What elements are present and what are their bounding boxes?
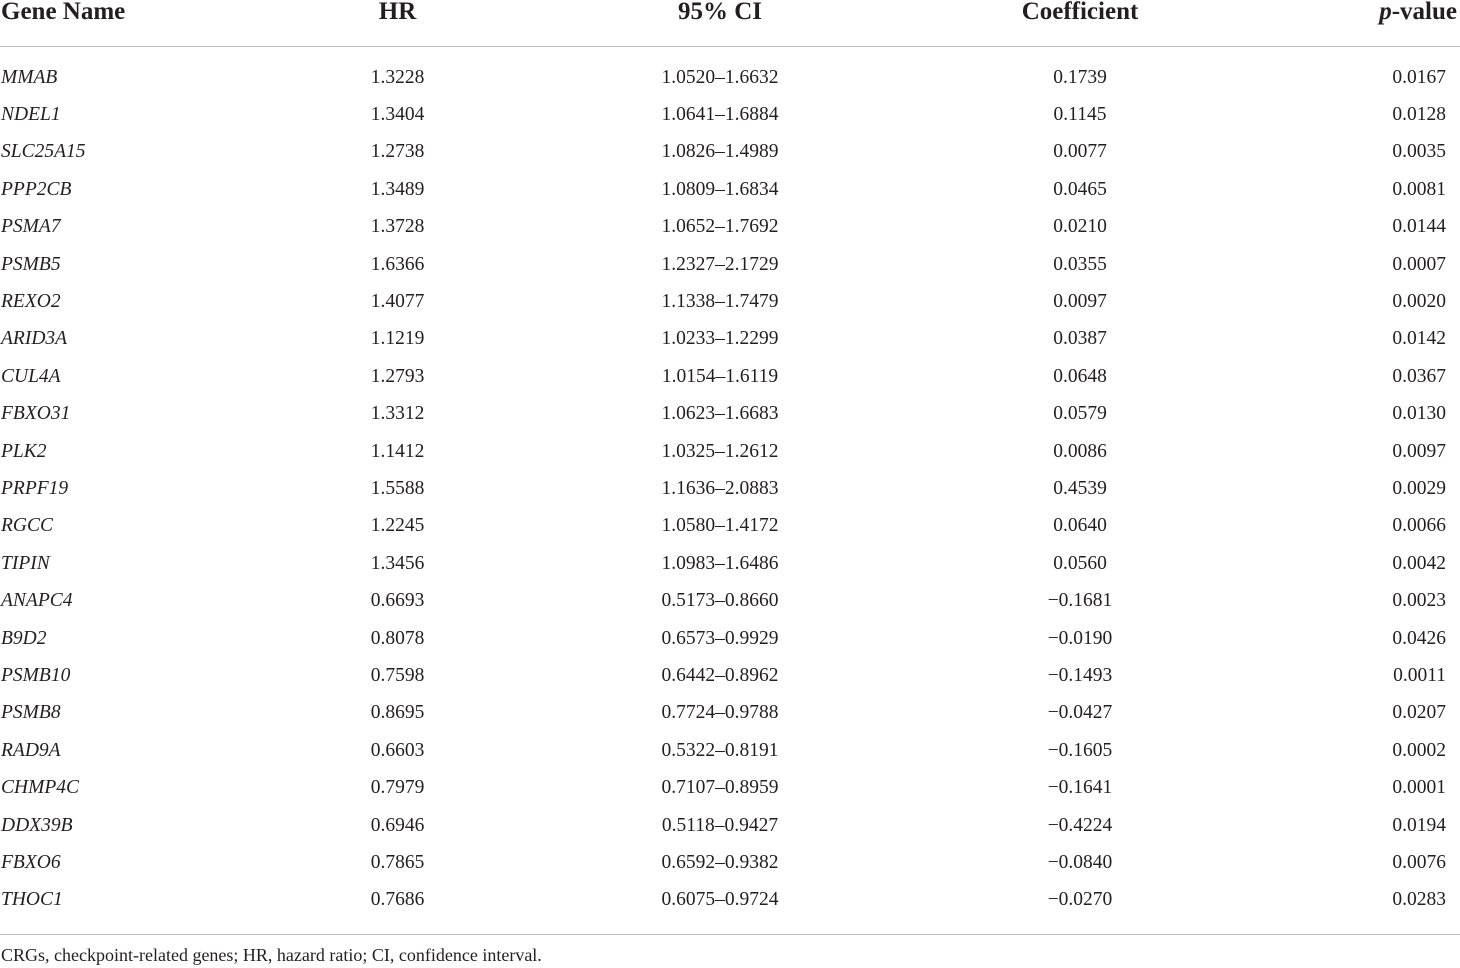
- cell-coefficient: −0.1641: [1047, 777, 1113, 799]
- table-row: [0, 283, 1460, 320]
- cell-hr: 1.3312: [370, 403, 425, 425]
- table-row: [0, 508, 1460, 545]
- cell-gene-name: RGCC: [1, 515, 54, 537]
- header-coefficient: Coefficient: [910, 0, 1250, 47]
- cell-gene-name: CHMP4C: [1, 777, 79, 799]
- cell-hr: 0.8695: [370, 702, 425, 724]
- cell-95-ci: 1.1338–1.7479: [661, 291, 779, 313]
- cell-p-value: 0.0194: [1392, 814, 1446, 836]
- header-p-value: [1250, 0, 1460, 47]
- cell-p-value: 0.0002: [1392, 739, 1446, 761]
- cell-hr: 0.7686: [370, 889, 425, 911]
- cell-coefficient: −0.0190: [1047, 627, 1113, 649]
- cell-p-value: 0.0007: [1392, 253, 1446, 275]
- cell-p-value: 0.0020: [1392, 291, 1446, 313]
- cell-95-ci: 1.0580–1.4172: [661, 515, 779, 537]
- table-row: [0, 358, 1460, 395]
- cell-gene-name: PSMA7: [1, 216, 61, 238]
- cell-hr: 1.2245: [370, 515, 425, 537]
- table-row: [0, 695, 1460, 732]
- cell-gene-name: FBXO6: [1, 851, 61, 873]
- cell-gene-name: CUL4A: [1, 365, 61, 387]
- cell-95-ci: 1.2327–2.1729: [661, 253, 779, 275]
- cell-95-ci: 1.0154–1.6119: [661, 365, 779, 387]
- cell-coefficient: −0.0427: [1047, 702, 1113, 724]
- cell-gene-name: PSMB10: [1, 664, 71, 686]
- cell-p-value: 0.0097: [1392, 440, 1446, 462]
- cell-hr: 1.4077: [370, 291, 425, 313]
- cell-p-value: 0.0011: [1393, 664, 1446, 686]
- cell-gene-name: THOC1: [1, 889, 63, 911]
- cell-gene-name: MMAB: [1, 66, 58, 88]
- cell-gene-name: ANAPC4: [1, 590, 73, 612]
- cell-hr: 0.7598: [370, 664, 425, 686]
- table-bottom-rule: [0, 934, 1460, 935]
- cell-gene-name: B9D2: [1, 627, 47, 649]
- table-row: [0, 657, 1460, 694]
- cell-gene-name: NDEL1: [1, 104, 61, 126]
- cell-95-ci: 1.0623–1.6683: [661, 403, 779, 425]
- cell-95-ci: 1.0325–1.2612: [661, 440, 779, 462]
- cell-95-ci: 1.0826–1.4989: [661, 141, 779, 163]
- cell-95-ci: 1.0809–1.6834: [661, 178, 779, 200]
- table-row: [0, 732, 1460, 769]
- cell-95-ci: 0.5322–0.8191: [661, 739, 779, 761]
- cell-p-value: 0.0144: [1392, 216, 1446, 238]
- table-footnote: CRGs, checkpoint-related genes; HR, hazard ratio; CI, confidence interval.: [1, 945, 542, 965]
- header-gene-name: Gene Name: [0, 0, 265, 47]
- table-row: [0, 545, 1460, 582]
- table-row: [0, 620, 1460, 657]
- table-row: [0, 171, 1460, 208]
- header-95-ci: 95% CI: [530, 0, 910, 47]
- cell-gene-name: PSMB5: [1, 253, 61, 275]
- cell-p-value: 0.0426: [1392, 627, 1446, 649]
- cell-hr: 0.6603: [370, 739, 425, 761]
- cell-hr: 1.3404: [370, 104, 425, 126]
- cell-95-ci: 1.0520–1.6632: [661, 66, 779, 88]
- table-header: [0, 0, 1460, 47]
- cell-95-ci: 1.0983–1.6486: [661, 552, 779, 574]
- cell-coefficient: 0.1739: [1053, 66, 1107, 88]
- cell-95-ci: 1.0233–1.2299: [661, 328, 779, 350]
- cell-gene-name: DDX39B: [1, 814, 73, 836]
- cell-coefficient: 0.0097: [1053, 291, 1107, 313]
- cell-gene-name: FBXO31: [1, 403, 71, 425]
- cell-hr: 1.1412: [370, 440, 425, 462]
- table-row: [0, 396, 1460, 433]
- cell-hr: 0.7865: [370, 851, 425, 873]
- cell-95-ci: 0.6573–0.9929: [661, 627, 779, 649]
- cell-coefficient: 0.0640: [1053, 515, 1107, 537]
- table-row: [0, 246, 1460, 283]
- table-row: [0, 470, 1460, 507]
- cell-hr: 1.3456: [370, 552, 425, 574]
- cell-coefficient: 0.0465: [1053, 178, 1107, 200]
- cell-gene-name: ARID3A: [1, 328, 68, 350]
- cell-p-value: 0.0142: [1392, 328, 1446, 350]
- cell-coefficient: −0.1605: [1047, 739, 1113, 761]
- table-row: [0, 59, 1460, 96]
- cell-hr: 0.6946: [370, 814, 425, 836]
- cell-coefficient: 0.0579: [1053, 403, 1107, 425]
- cell-hr: 1.5588: [370, 477, 425, 499]
- cell-p-value: 0.0076: [1392, 851, 1446, 873]
- cell-p-value: 0.0130: [1392, 403, 1446, 425]
- cell-95-ci: 0.5118–0.9427: [661, 814, 779, 836]
- cell-hr: 1.6366: [370, 253, 425, 275]
- table-row: [0, 321, 1460, 358]
- cell-gene-name: TIPIN: [1, 552, 50, 574]
- cell-coefficient: −0.1493: [1047, 664, 1113, 686]
- cell-p-value: 0.0167: [1392, 66, 1446, 88]
- cell-p-value: 0.0035: [1392, 141, 1446, 163]
- cell-gene-name: PLK2: [1, 440, 47, 462]
- header-row: [0, 0, 1460, 47]
- cell-coefficient: 0.4539: [1053, 477, 1107, 499]
- cell-95-ci: 0.7724–0.9788: [661, 702, 779, 724]
- cell-95-ci: 1.0641–1.6884: [661, 104, 779, 126]
- header-p-suffix: -value: [1391, 0, 1457, 25]
- cell-p-value: 0.0023: [1392, 590, 1446, 612]
- table-row: [0, 134, 1460, 171]
- table-row: [0, 209, 1460, 246]
- table-row: [0, 433, 1460, 470]
- cell-hr: 1.1219: [370, 328, 425, 350]
- cell-hr: 1.2793: [370, 365, 425, 387]
- cell-p-value: 0.0128: [1392, 104, 1446, 126]
- table-row: [0, 807, 1460, 844]
- table-row: [0, 882, 1460, 919]
- cell-coefficient: 0.0210: [1053, 216, 1107, 238]
- cell-p-value: 0.0029: [1392, 477, 1446, 499]
- table-row: [0, 844, 1460, 881]
- cell-coefficient: 0.0648: [1053, 365, 1107, 387]
- cell-gene-name: PSMB8: [1, 702, 61, 724]
- cell-coefficient: 0.0086: [1053, 440, 1107, 462]
- table-row: [0, 769, 1460, 806]
- cell-95-ci: 0.6592–0.9382: [661, 851, 779, 873]
- cell-hr: 1.3728: [370, 216, 425, 238]
- cell-gene-name: PRPF19: [1, 477, 69, 499]
- cell-gene-name: REXO2: [1, 291, 61, 313]
- cell-coefficient: 0.0560: [1053, 552, 1107, 574]
- cell-p-value: 0.0001: [1392, 777, 1446, 799]
- spacer-cell: [0, 47, 1460, 60]
- cell-hr: 0.8078: [370, 627, 425, 649]
- cell-hr: 0.6693: [370, 590, 425, 612]
- table-row: [0, 96, 1460, 133]
- cell-p-value: 0.0081: [1392, 178, 1446, 200]
- cell-95-ci: 0.7107–0.8959: [661, 777, 779, 799]
- cell-gene-name: SLC25A15: [1, 141, 86, 163]
- cell-hr: 1.2738: [370, 141, 425, 163]
- cell-95-ci: 0.6075–0.9724: [661, 889, 779, 911]
- cell-hr: 1.3228: [370, 66, 425, 88]
- cell-95-ci: 0.6442–0.8962: [661, 664, 779, 686]
- table-body: [0, 47, 1460, 919]
- cell-coefficient: −0.1681: [1047, 590, 1113, 612]
- cell-coefficient: 0.1145: [1053, 104, 1107, 126]
- cell-coefficient: −0.0270: [1047, 889, 1113, 911]
- cell-coefficient: −0.4224: [1047, 814, 1113, 836]
- cell-p-value: 0.0042: [1392, 552, 1446, 574]
- table-spacer-row: [0, 47, 1460, 60]
- cell-95-ci: 1.1636–2.0883: [661, 477, 779, 499]
- cell-gene-name: PPP2CB: [1, 178, 72, 200]
- cell-hr: 0.7979: [370, 777, 425, 799]
- cell-p-value: 0.0283: [1392, 889, 1446, 911]
- cell-95-ci: 1.0652–1.7692: [661, 216, 779, 238]
- cell-95-ci: 0.5173–0.8660: [661, 590, 779, 612]
- cell-p-value: 0.0207: [1392, 702, 1446, 724]
- cell-p-value: 0.0367: [1392, 365, 1446, 387]
- table-row: [0, 582, 1460, 619]
- cell-hr: 1.3489: [370, 178, 425, 200]
- header-hr: HR: [265, 0, 530, 47]
- cell-coefficient: −0.0840: [1047, 851, 1113, 873]
- cell-coefficient: 0.0355: [1053, 253, 1107, 275]
- cell-p-value: 0.0066: [1392, 515, 1446, 537]
- cell-coefficient: 0.0077: [1053, 141, 1107, 163]
- cell-gene-name: RAD9A: [1, 739, 61, 761]
- header-p-letter: p: [1379, 0, 1392, 25]
- cell-coefficient: 0.0387: [1053, 328, 1107, 350]
